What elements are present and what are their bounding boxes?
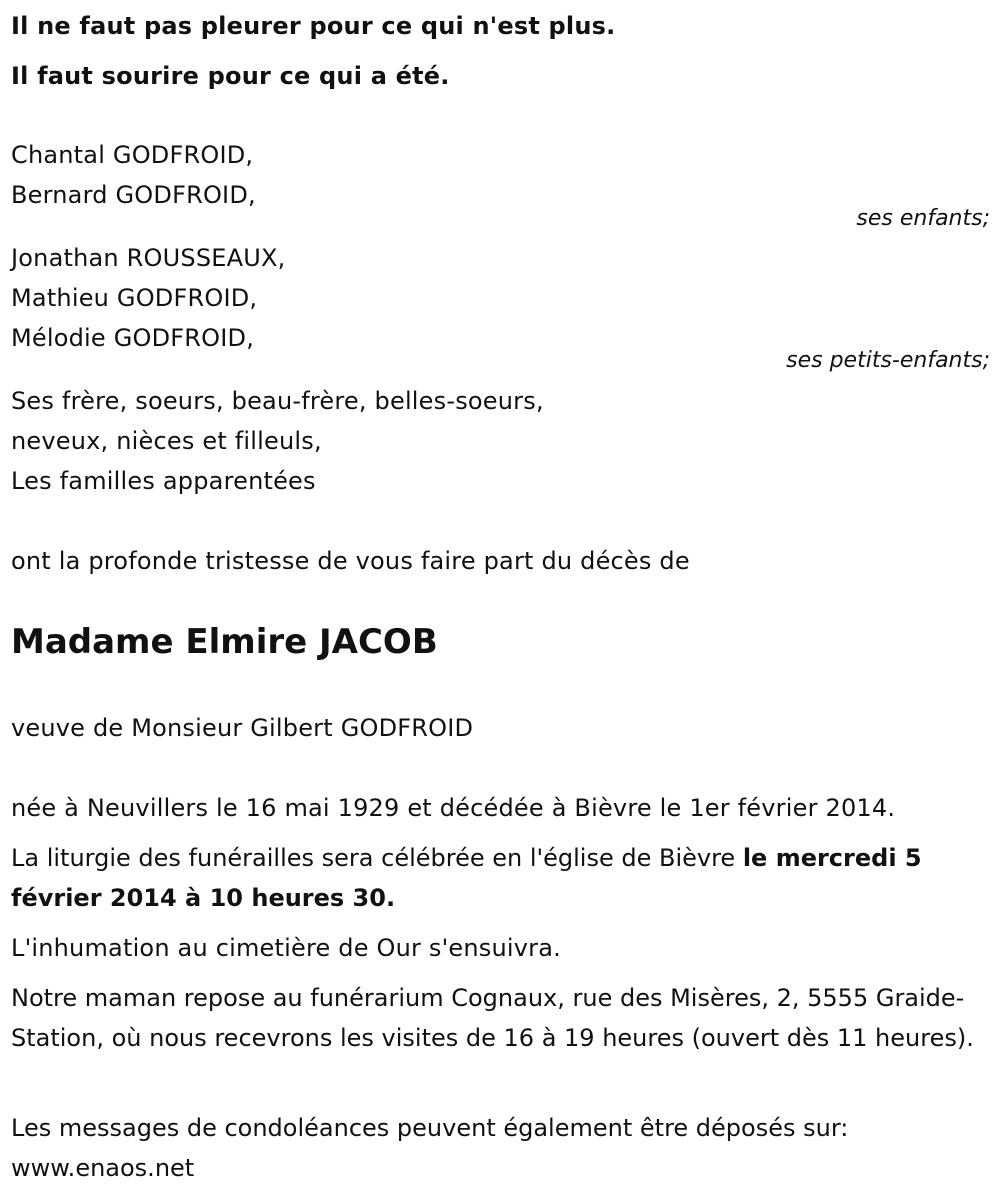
funeral-paragraph (11, 838, 986, 918)
grandchild-name: Jonathan ROUSSEAUX, (11, 244, 286, 272)
epigraph-line-2: Il faut sourire pour ce qui a été. (11, 62, 450, 90)
announcement-text: ont la profonde tristesse de vous faire part du décès de (11, 547, 690, 575)
family-line: neveux, nièces et filleuls, (11, 427, 322, 455)
condolences-paragraph: Les messages de condoléances peuvent également être déposés sur: www.enaos.net (11, 1114, 849, 1182)
funeral-date: le mercredi 5 février 2014 à 10 heures 30. (11, 844, 922, 912)
epigraph-line-1: Il ne faut pas pleurer pour ce qui n'est plus. (11, 12, 616, 40)
widow-of-text: veuve de Monsieur Gilbert GODFROID (11, 714, 474, 742)
family-line: Ses frère, soeurs, beau-frère, belles-soeurs, (11, 387, 544, 415)
funeral-intro: La liturgie des funérailles sera célébrée en l'église de Bièvre (11, 844, 743, 872)
visitation-paragraph: Notre maman repose au funérarium Cognaux, rue des Misères, 2, 5555 Graide-Station, où nous recevrons les visites de 16 à 19 heures (ouvert dès 11 heures). (11, 984, 974, 1052)
burial-text: L'inhumation au cimetière de Our s'ensuivra. (11, 934, 561, 962)
family-line: Les familles apparentées (11, 467, 316, 495)
birth-death-text: née à Neuvillers le 16 mai 1929 et décédée à Bièvre le 1er février 2014. (11, 794, 896, 822)
child-name: Chantal GODFROID, (11, 141, 254, 169)
grandchildren-role: ses petits-enfants; (786, 348, 990, 373)
deceased-name: Madame Elmire JACOB (11, 622, 438, 662)
grandchild-name: Mélodie GODFROID, (11, 324, 255, 352)
children-role: ses enfants; (856, 206, 990, 231)
child-name: Bernard GODFROID, (11, 181, 256, 209)
grandchild-name: Mathieu GODFROID, (11, 284, 258, 312)
